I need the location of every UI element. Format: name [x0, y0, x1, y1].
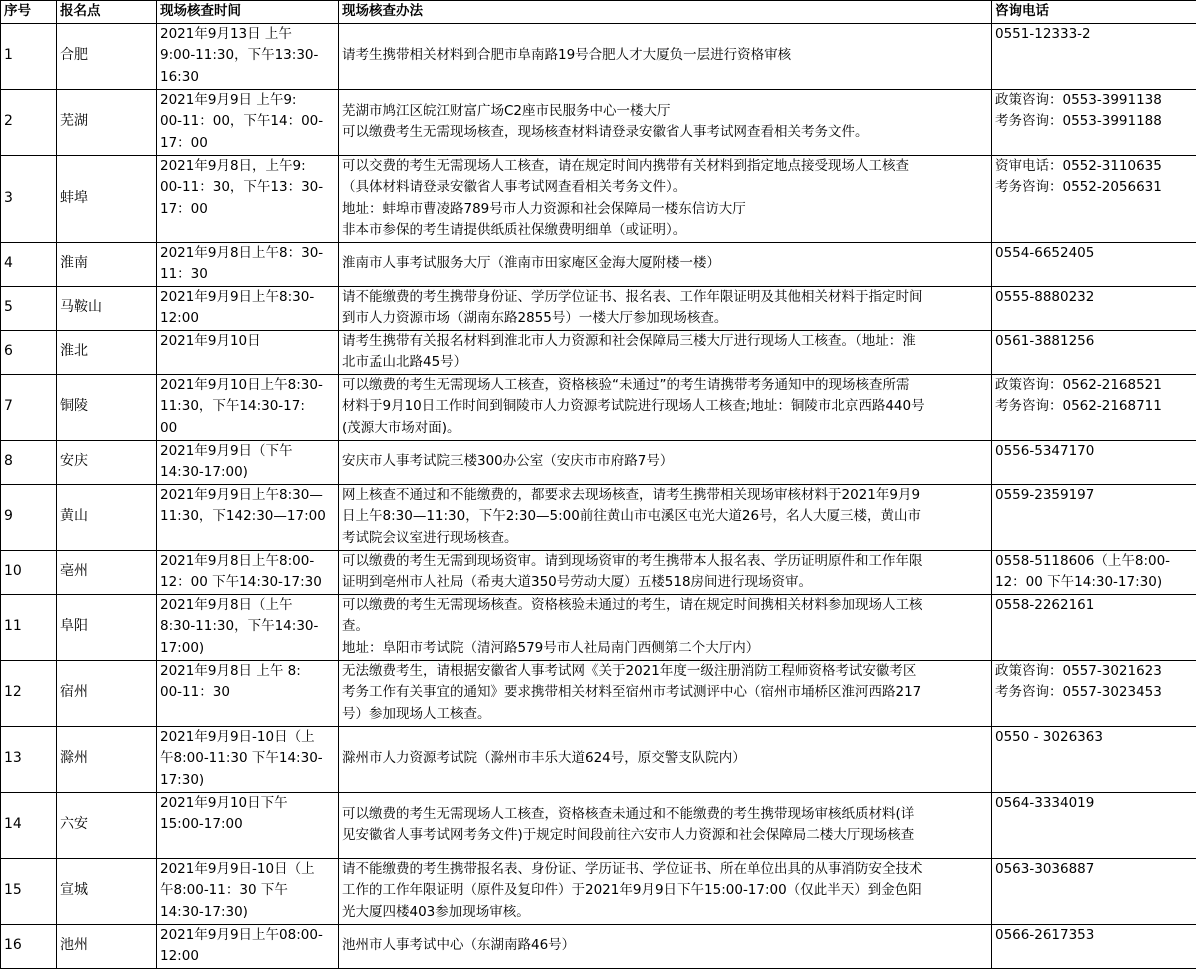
- cell-site: 滁州: [57, 726, 157, 792]
- cell-time: [157, 330, 339, 374]
- cell-phone: [992, 374, 1196, 440]
- table-row: [1, 242, 1196, 286]
- cell-site: 芜湖: [57, 89, 157, 155]
- cell-time-line: 11:30，下142:30—17:00: [160, 508, 326, 524]
- cell-time-line: 14:30-17:30): [160, 903, 248, 920]
- cell-time-line: 2021年9月10日下午: [160, 794, 288, 811]
- cell-time-line: 00-11：30: [160, 684, 230, 700]
- cell-method-line: (茂源大市场对面)。: [342, 419, 461, 436]
- cell-phone-line: 0558-5118606（上午8:00-: [995, 552, 1171, 569]
- cell-phone-line: 0550 - 3026363: [995, 728, 1103, 745]
- cell-phone-line: 0559-2359197: [995, 486, 1095, 503]
- cell-time-line: 2021年9月9日上午8:30—: [160, 486, 323, 503]
- cell-site: 阜阳: [57, 594, 157, 660]
- cell-method: [339, 330, 992, 374]
- cell-phone-line: 考务咨询：0557-3023453: [995, 684, 1162, 700]
- cell-index: 5: [1, 286, 57, 330]
- cell-phone-line: 0564-3334019: [995, 794, 1095, 811]
- cell-site: 池州: [57, 924, 157, 968]
- cell-method-line: 到市人力资源市场（湖南东路2855号）一楼大厅参加现场核查。: [342, 310, 728, 326]
- cell-phone-line: 0563-3036887: [995, 860, 1095, 877]
- cell-phone: [992, 792, 1196, 858]
- cell-time-line: 2021年9月8日（上午: [160, 596, 293, 613]
- cell-method-line: 非本市参保的考生请提供纸质社保缴费明细单（或证明）。: [342, 222, 687, 238]
- cell-phone-line: 考务咨询：0552-2056631: [995, 179, 1162, 195]
- cell-phone-line: 考务咨询：0562-2168711: [995, 398, 1162, 414]
- header-phone: 咨询电话: [992, 1, 1196, 24]
- cell-time-line: 00: [160, 419, 178, 436]
- cell-method-line: 光大厦四楼403参加现场审核。: [342, 903, 530, 920]
- cell-time-line: 11：30: [160, 266, 208, 282]
- cell-phone-line: 政策咨询：0562-2168521: [995, 376, 1162, 393]
- cell-index: 8: [1, 440, 57, 484]
- cell-method-line: 请不能缴费的考生携带报名表、身份证、学历证书、学位证书、所在单位出具的从事消防安全技术: [342, 860, 923, 877]
- cell-site: 安庆: [57, 440, 157, 484]
- cell-phone: [992, 440, 1196, 484]
- table-row: [1, 484, 1196, 550]
- cell-time-line: 2021年9月8日上午8:00-: [160, 552, 315, 569]
- cell-index: 1: [1, 23, 57, 89]
- cell-phone: [992, 89, 1196, 155]
- cell-time-line: 2021年9月9日上午08:00-: [160, 926, 323, 943]
- cell-method-line: 日上午8:30—11:30，下午2:30—5:00前往黄山市屯溪区屯光大道26号，名人大厦三楼，黄山市: [342, 508, 922, 525]
- cell-method-line: 考试院会议室进行现场核查。: [342, 529, 518, 546]
- cell-phone: [992, 23, 1196, 89]
- table-row: [1, 155, 1196, 242]
- cell-time-line: 11:30，下午14:30-17:: [160, 398, 305, 414]
- cell-method-line: 可以缴费的考生无需到现场资审。请到现场资审的考生携带本人报名表、学历证明原件和工作年限: [342, 552, 923, 569]
- cell-time-line: 2021年9月8日，上午9:: [160, 157, 306, 174]
- cell-time: [157, 155, 339, 242]
- cell-method-line: 地址：蚌埠市曹凌路789号市人力资源和社会保障局一楼东信访大厅: [342, 200, 746, 217]
- cell-time: [157, 924, 339, 968]
- cell-method-line: 无法缴费考生，请根据安徽省人事考试网《关于2021年度一级注册消防工程师资格考试安徽考区: [342, 662, 917, 679]
- cell-index: 7: [1, 374, 57, 440]
- cell-time-line: 2021年9月9日 上午9:: [160, 91, 297, 108]
- cell-method: [339, 858, 992, 924]
- cell-time-line: 2021年9月8日 上午 8:: [160, 662, 301, 679]
- cell-site: 铜陵: [57, 374, 157, 440]
- cell-index: 16: [1, 924, 57, 968]
- cell-method-line: 网上核查不通过和不能缴费的，都要求去现场核查，请考生携带相关现场审核材料于2021年9月9: [342, 486, 921, 503]
- cell-time-line: 17:30): [160, 771, 205, 788]
- cell-time: [157, 374, 339, 440]
- cell-time-line: 2021年9月13日 上午: [160, 25, 292, 42]
- cell-time: [157, 660, 339, 726]
- cell-method: [339, 726, 992, 792]
- cell-method: [339, 242, 992, 286]
- cell-time-line: 2021年9月10日上午8:30-: [160, 376, 323, 393]
- cell-method-line: 号）参加现场人工核查。: [342, 705, 491, 722]
- cell-time-line: 00-11：00，下午14：00-: [160, 113, 324, 129]
- cell-time-line: 2021年9月9日-10日（上: [160, 860, 315, 877]
- cell-index: 14: [1, 792, 57, 858]
- cell-phone-line: 考务咨询：0553-3991188: [995, 113, 1162, 129]
- table-row: [1, 89, 1196, 155]
- cell-index: 15: [1, 858, 57, 924]
- cell-phone: [992, 726, 1196, 792]
- table-row: [1, 594, 1196, 660]
- cell-time: [157, 550, 339, 594]
- cell-index: 11: [1, 594, 57, 660]
- cell-phone: [992, 242, 1196, 286]
- cell-method: [339, 550, 992, 594]
- cell-time: [157, 594, 339, 660]
- cell-time: [157, 23, 339, 89]
- cell-phone-line: 0551-12333-2: [995, 25, 1091, 42]
- cell-index: 9: [1, 484, 57, 550]
- cell-method: [339, 286, 992, 330]
- cell-site: 宿州: [57, 660, 157, 726]
- cell-time-line: 2021年9月9日（下午: [160, 442, 293, 459]
- cell-time-line: 2021年9月9日上午8:30-: [160, 288, 315, 305]
- cell-method-line: 可以缴费的考生无需现场核查。资格核验未通过的考生，请在规定时间携相关材料参加现场人工核: [342, 596, 923, 613]
- cell-method-line: 安庆市人事考试院三楼300办公室（安庆市市府路7号）: [342, 453, 674, 470]
- cell-method-line: （具体材料请登录安徽省人事考试网查看相关考务文件）。: [342, 179, 687, 195]
- cell-phone: [992, 330, 1196, 374]
- cell-time: [157, 858, 339, 924]
- cell-method-line: 请考生携带相关材料到合肥市阜南路19号合肥人才大厦负一层进行资格审核: [342, 47, 792, 64]
- cell-method: [339, 374, 992, 440]
- table-row: [1, 660, 1196, 726]
- cell-phone-line: 0554-6652405: [995, 244, 1095, 261]
- cell-time-line: 17：00: [160, 134, 208, 151]
- cell-time: [157, 89, 339, 155]
- cell-method-line: 见安徽省人事考试网考务文件)于规定时间段前往六安市人力资源和社会保障局二楼大厅现场核查: [342, 827, 915, 843]
- header-site: 报名点: [57, 1, 157, 24]
- cell-time-line: 17：00: [160, 200, 208, 217]
- table-row: [1, 330, 1196, 374]
- cell-phone-line: 12：00 下午14:30-17:30): [995, 574, 1163, 590]
- cell-phone-line: 政策咨询：0553-3991138: [995, 91, 1162, 108]
- cell-time-line: 12：00 下午14:30-17:30: [160, 574, 322, 590]
- cell-time: [157, 286, 339, 330]
- cell-method-line: 可以缴费的考生无需现场人工核查，资格核查未通过和不能缴费的考生携带现场审核纸质材料(详: [342, 805, 915, 822]
- cell-method: [339, 440, 992, 484]
- cell-time-line: 16:30: [160, 68, 199, 85]
- header-row: [1, 1, 1196, 24]
- cell-phone: [992, 594, 1196, 660]
- cell-method-line: 可以缴费的考生无需现场人工核查，资格核验“未通过”的考生请携带考务通知中的现场核查所需: [342, 376, 910, 393]
- cell-time-line: 2021年9月10日: [160, 332, 261, 349]
- cell-time: [157, 792, 339, 858]
- cell-site: 宣城: [57, 858, 157, 924]
- cell-method-line: 北市孟山北路45号）: [342, 354, 468, 370]
- cell-time-line: 17:00): [160, 639, 205, 656]
- cell-site: 蚌埠: [57, 155, 157, 242]
- cell-time-line: 午8:00-11:30 下午14:30-: [160, 750, 323, 766]
- cell-index: 10: [1, 550, 57, 594]
- cell-index: 3: [1, 155, 57, 242]
- cell-time: [157, 726, 339, 792]
- cell-phone-line: 0558-2262161: [995, 596, 1095, 613]
- cell-site: 黄山: [57, 484, 157, 550]
- cell-method: [339, 23, 992, 89]
- table-row: [1, 792, 1196, 858]
- cell-method-line: 可以缴费考生无需现场核查，现场核查材料请登录安徽省人事考试网查看相关考务文件。: [342, 124, 869, 140]
- cell-time-line: 午8:00-11：30 下午: [160, 882, 288, 898]
- cell-site: 马鞍山: [57, 286, 157, 330]
- cell-method-line: 池州市人事考试中心（东湖南路46号）: [342, 937, 576, 954]
- cell-index: 6: [1, 330, 57, 374]
- cell-time: [157, 484, 339, 550]
- cell-time-line: 15:00-17:00: [160, 816, 243, 832]
- cell-phone-line: 0566-2617353: [995, 926, 1095, 943]
- cell-site: 六安: [57, 792, 157, 858]
- cell-phone: [992, 924, 1196, 968]
- cell-site: 亳州: [57, 550, 157, 594]
- cell-method: [339, 792, 992, 858]
- cell-index: 13: [1, 726, 57, 792]
- cell-method: [339, 484, 992, 550]
- cell-method-line: 证明到亳州市人社局（希夷大道350号劳动大厦）五楼518房间进行现场资审。: [342, 574, 813, 590]
- cell-method: [339, 155, 992, 242]
- table-row: [1, 374, 1196, 440]
- cell-method-line: 可以交费的考生无需现场人工核查，请在规定时间内携带有关材料到指定地点接受现场人工核查: [342, 157, 909, 174]
- cell-method-line: 请不能缴费的考生携带身份证、学历学位证书、报名表、工作年限证明及其他相关材料于指定时间: [342, 288, 923, 305]
- cell-phone: [992, 155, 1196, 242]
- cell-index: 2: [1, 89, 57, 155]
- cell-phone-line: 0555-8880232: [995, 288, 1095, 305]
- cell-method-line: 材料于9月10日工作时间到铜陵市人力资源考试院进行现场人工核查;地址：铜陵市北京西路440号: [342, 398, 925, 415]
- cell-method: [339, 660, 992, 726]
- table-row: [1, 23, 1196, 89]
- cell-phone-line: 资审电话：0552-3110635: [995, 157, 1162, 174]
- cell-method-line: 滁州市人力资源考试院（滁州市丰乐大道624号，原交警支队院内）: [342, 750, 746, 767]
- cell-method: [339, 924, 992, 968]
- header-index: 序号: [1, 1, 57, 24]
- cell-method-line: 淮南市人事考试服务大厅（淮南市田家庵区金海大厦附楼一楼）: [342, 255, 720, 272]
- cell-method-line: 地址：阜阳市考试院（清河路579号市人社局南门西侧第二个大厅内）: [342, 639, 760, 656]
- table-row: [1, 440, 1196, 484]
- header-method: 现场核查办法: [339, 1, 992, 24]
- cell-site: 合肥: [57, 23, 157, 89]
- table-row: [1, 858, 1196, 924]
- cell-index: 12: [1, 660, 57, 726]
- table-body: [1, 23, 1196, 968]
- cell-phone: [992, 286, 1196, 330]
- cell-phone-line: 0561-3881256: [995, 332, 1095, 349]
- cell-index: 4: [1, 242, 57, 286]
- cell-time-line: 8:30-11:30，下午14:30-: [160, 618, 319, 634]
- table-row: [1, 550, 1196, 594]
- cell-time-line: 14:30-17:00): [160, 464, 248, 480]
- cell-time-line: 2021年9月9日-10日（上: [160, 728, 315, 745]
- cell-phone-line: 政策咨询：0557-3021623: [995, 662, 1162, 679]
- cell-time-line: 2021年9月8日上午8：30-: [160, 244, 324, 261]
- cell-time-line: 12:00: [160, 310, 199, 326]
- cell-method-line: 请考生携带有关报名材料到淮北市人力资源和社会保障局三楼大厅进行现场人工核查。（地址：淮: [342, 332, 916, 349]
- cell-time-line: 9:00-11:30，下午13:30-: [160, 47, 319, 63]
- cell-phone: [992, 484, 1196, 550]
- cell-site: 淮北: [57, 330, 157, 374]
- cell-site: 淮南: [57, 242, 157, 286]
- cell-time-line: 00-11：30，下午13：30-: [160, 179, 324, 195]
- cell-method-line: 芜湖市鸠江区皖江财富广场C2座市民服务中心一楼大厅: [342, 102, 671, 119]
- cell-phone: [992, 858, 1196, 924]
- cell-phone-line: 0556-5347170: [995, 442, 1095, 459]
- header-time: 现场核查时间: [157, 1, 339, 24]
- table-row: [1, 924, 1196, 968]
- cell-time: [157, 440, 339, 484]
- cell-method-line: 查。: [342, 618, 369, 635]
- cell-method-line: 考务工作有关事宜的通知》要求携带相关材料至宿州市考试测评中心（宿州市埇桥区淮河西路217: [342, 684, 922, 701]
- table-row: [1, 286, 1196, 330]
- cell-method-line: 工作的工作年限证明（原件及复印件）于2021年9月9日下午15:00-17:00（仅此半天）到金色阳: [342, 882, 922, 899]
- cell-time: [157, 242, 339, 286]
- cell-time-line: 12:00: [160, 948, 199, 964]
- cell-method: [339, 594, 992, 660]
- cell-phone: [992, 550, 1196, 594]
- table-row: [1, 726, 1196, 792]
- cell-phone: [992, 660, 1196, 726]
- cell-method: [339, 89, 992, 155]
